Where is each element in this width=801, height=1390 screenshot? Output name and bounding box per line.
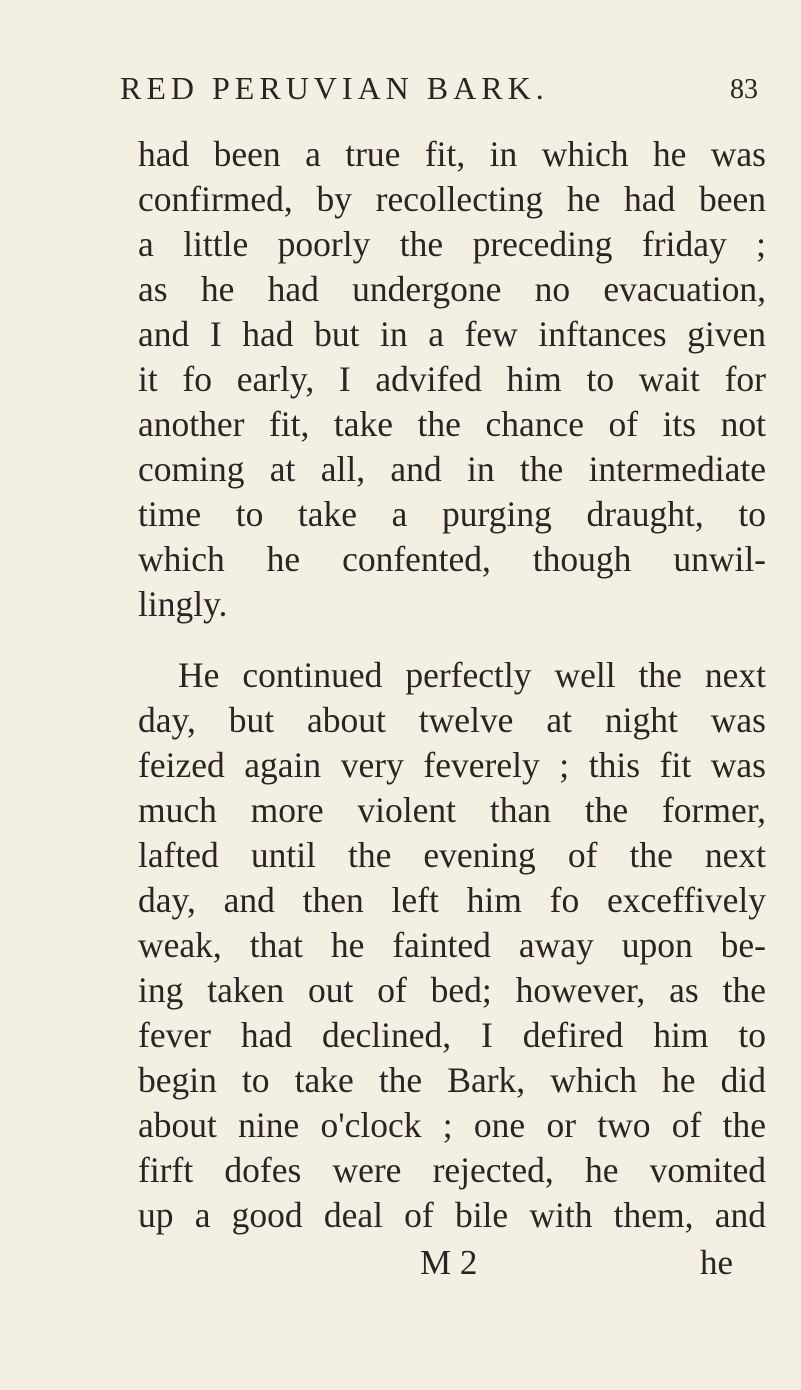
- text-line: He continued perfectly well the next: [178, 655, 766, 695]
- text-line: day, and then left him fo exceffively: [138, 880, 766, 920]
- text-line: as he had undergone no evacuation,: [138, 269, 766, 309]
- text-line: ing taken out of bed; however, as the: [138, 970, 766, 1010]
- catchword: he: [700, 1243, 734, 1282]
- text-line: about nine o'clock ; one or two of the: [138, 1105, 766, 1145]
- text-line: much more violent than the former,: [138, 790, 766, 830]
- text-line: had been a true fit, in which he was: [138, 134, 766, 174]
- text-line: confirmed, by recollecting he had been: [138, 179, 766, 219]
- text-line: day, but about twelve at night was: [138, 700, 766, 740]
- page-header: [0, 70, 801, 110]
- text-line: and I had but in a few inftances given: [138, 314, 766, 354]
- text-line: coming at all, and in the intermediate: [138, 449, 766, 489]
- text-line: lafted until the evening of the next: [138, 835, 766, 875]
- text-line: fever had declined, I defired him to: [138, 1015, 766, 1055]
- text-line: which he confented, though unwil-: [138, 539, 766, 579]
- text-line: weak, that he fainted away upon be-: [138, 925, 766, 965]
- text-line: another fit, take the chance of its not: [138, 404, 766, 444]
- text-line: up a good deal of bile with them, and: [138, 1195, 766, 1235]
- text-line: a little poorly the preceding friday ;: [138, 224, 766, 264]
- text-line: time to take a purging draught, to: [138, 494, 766, 534]
- signature-mark: M 2: [420, 1243, 478, 1282]
- text-line: lingly.: [138, 584, 228, 624]
- text-line: feized again very feverely ; this fit was: [138, 745, 766, 785]
- page-footer: [0, 1240, 801, 1285]
- running-head: RED PERUVIAN BARK.: [120, 70, 549, 106]
- text-line: it fo early, I advifed him to wait for: [138, 359, 766, 399]
- text-line: firft dofes were rejected, he vomited: [138, 1150, 766, 1190]
- page-number: 83: [730, 74, 758, 105]
- text-line: begin to take the Bark, which he did: [138, 1060, 766, 1100]
